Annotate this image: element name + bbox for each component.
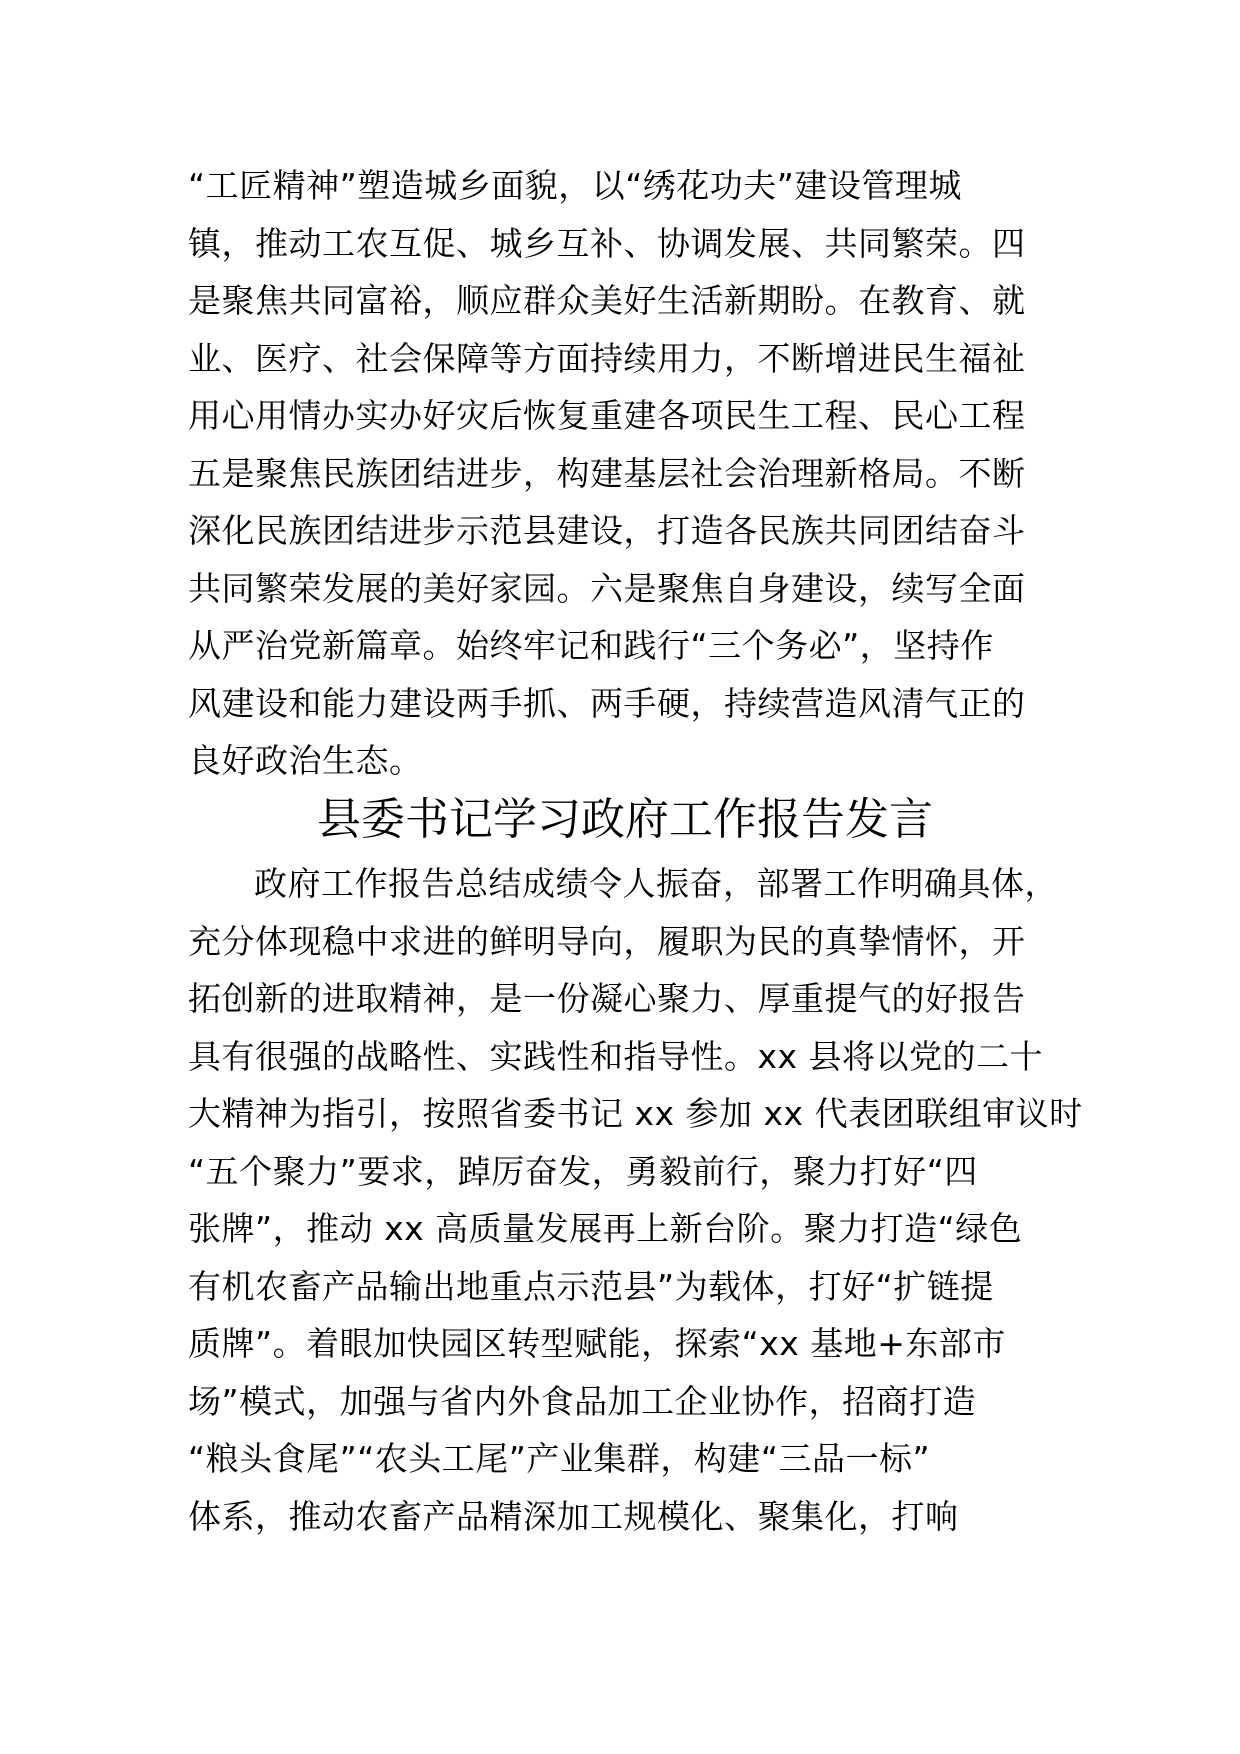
paragraph-line: 拓创新的进取精神，是一份凝心聚力、厚重提气的好报告 xyxy=(188,979,1026,1018)
paragraph-line: 共同繁荣发展的美好家园。六是聚焦自身建设，续写全面 xyxy=(188,568,1026,608)
paragraph-line: 充分体现稳中求进的鲜明导向，履职为民的真挚情怀，开 xyxy=(188,921,1026,961)
paragraph-line: 体系，推动农畜产品精深加工规模化、聚集化，打响 xyxy=(188,1496,959,1536)
paragraph-line: 大精神为指引，按照省委书记 xx 参加 xx 代表团联组审议时 xyxy=(188,1094,1083,1133)
paragraph-line: 深化民族团结进步示范县建设，打造各民族共同团结奋斗 xyxy=(188,511,1026,550)
paragraph-line: 是聚焦共同富裕，顺应群众美好生活新期盼。在教育、就 xyxy=(188,281,1026,320)
paragraph-line: 业、医疗、社会保障等方面持续用力，不断增进民生福祉 xyxy=(188,338,1026,378)
speech-paragraph xyxy=(188,855,1088,1545)
paragraph-line: 五是聚焦民族团结进步，构建基层社会治理新格局。不断 xyxy=(188,453,1026,493)
paragraph-line: 镇，推动工农互促、城乡互补、协调发展、共同繁荣。四 xyxy=(188,223,1026,263)
paragraph-line: 具有很强的战略性、实践性和指导性。xx 县将以党的二十 xyxy=(188,1036,1044,1076)
paragraph-line: “工匠精神”塑造城乡面貌，以“绣花功夫”建设管理城 xyxy=(188,166,962,205)
paragraph-line: 良好政治生态。 xyxy=(188,741,423,780)
paragraph-line: 从严治党新篇章。始终牢记和践行“三个务必”，坚持作 xyxy=(188,626,994,665)
section-heading: 县委书记学习政府工作报告发言 xyxy=(317,794,933,845)
paragraph-line: 张牌”，推动 xx 高质量发展再上新台阶。聚力打造“绿色 xyxy=(188,1209,1023,1248)
continued-paragraph xyxy=(188,157,1088,790)
paragraph-line: 场”模式，加强与省内外食品加工企业协作，招商打造 xyxy=(188,1381,977,1421)
paragraph-line: 政府工作报告总结成绩令人振奋，部署工作明确具体， xyxy=(254,864,1058,903)
paragraph-line: “粮头食尾”“农头工尾”产业集群，构建“三品一标” xyxy=(188,1439,931,1478)
paragraph-line: 用心用情办实办好灾后恢复重建各项民生工程、民心工程 xyxy=(188,396,1026,435)
paragraph-line: 质牌”。着眼加快园区转型赋能，探索“xx 基地+东部市 xyxy=(188,1324,1006,1363)
paragraph-line: 有机农畜产品输出地重点示范县”为载体，打好“扩链提 xyxy=(188,1266,994,1306)
paragraph-line: 风建设和能力建设两手抓、两手硬，持续营造风清气正的 xyxy=(188,683,1026,723)
paragraph-line: “五个聚力”要求，踔厉奋发，勇毅前行，聚力打好“四 xyxy=(188,1151,978,1191)
